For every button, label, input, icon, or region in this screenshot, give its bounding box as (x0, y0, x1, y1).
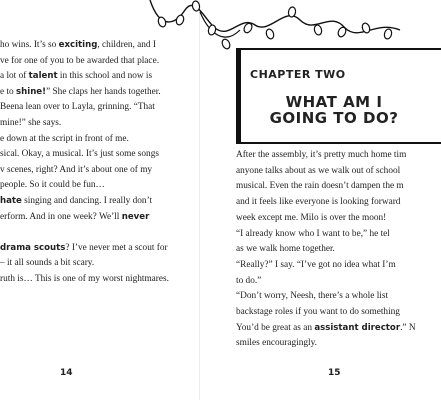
emphasis-text: hate (0, 196, 22, 206)
emphasis-text: exciting (58, 40, 98, 50)
left-page-number: 14 (60, 368, 73, 378)
text-line (0, 180, 105, 191)
text-segment: anyone talks about as we walk out of school (236, 165, 401, 176)
emphasis-text: never (121, 211, 150, 222)
text-segment: ho wins. It’s so (0, 40, 59, 50)
text-line (236, 260, 396, 271)
bulb-icon (383, 28, 392, 39)
text-line (0, 149, 159, 160)
text-line (236, 291, 388, 302)
text-line (236, 181, 404, 192)
emphasis-text: talent (28, 71, 58, 82)
emphasis-text: assistant director (314, 322, 401, 333)
text-segment: After the assembly, it’s pretty much home tim (236, 150, 407, 160)
chapter-label: CHAPTER TWO (250, 68, 346, 81)
text-segment: – it all sounds a bit scary. (0, 258, 95, 269)
text-segment: “Don’t worry, Neesh, there’s a whole list (236, 291, 389, 302)
bulb-icon (192, 0, 201, 11)
text-line (236, 166, 400, 177)
text-segment: sical. Okay, a musical. It’s just some songs (0, 149, 159, 160)
bulb-icon (175, 14, 185, 26)
text-segment: ? I’ve never met a scout for (65, 242, 168, 253)
text-line (0, 274, 169, 285)
text-line (236, 213, 386, 224)
text-segment: a lot of (0, 71, 29, 82)
text-line (0, 118, 61, 129)
bulb-icon (313, 24, 322, 35)
text-segment: and it feels like everyone is looking forward (236, 197, 401, 208)
text-segment: smiles encouragingly. (236, 338, 317, 349)
text-line (0, 134, 129, 145)
text-segment: ruth is… This is one of my worst nightmares. (0, 274, 169, 284)
text-segment: e down at the script in front of me. (0, 133, 129, 144)
left-page (0, 0, 200, 400)
text-line (236, 338, 317, 349)
bulb-icon (221, 38, 232, 50)
text-segment: “I already know who I want to be,” he tel (236, 228, 390, 239)
text-line (236, 276, 261, 287)
text-line (0, 71, 152, 82)
text-segment: ” She claps her hands together. (46, 86, 161, 97)
text-segment: week except me. Milo is over the moon! (236, 212, 387, 223)
text-segment: You’d be great as an (236, 322, 315, 333)
text-segment: ve for one of you to be awarded that place. (0, 55, 160, 66)
chapter-title: WHAT AM I GOING TO DO? (269, 93, 399, 127)
text-segment: .” N (400, 322, 416, 333)
text-segment: , children, and I (97, 40, 156, 50)
text-segment: musical. Even the rain doesn’t dampen the m (236, 181, 404, 192)
text-line (0, 196, 152, 207)
text-line (236, 244, 335, 255)
text-line (0, 243, 168, 254)
text-line (0, 212, 149, 223)
text-line (0, 165, 152, 176)
bulb-icon (157, 16, 167, 28)
bulb-icon (265, 28, 275, 40)
text-segment: Beena lean over to Layla, grinning. “That (0, 102, 155, 113)
right-page-number: 15 (328, 368, 341, 378)
text-line (236, 197, 400, 208)
text-segment: as we walk home together. (236, 244, 335, 255)
text-line (236, 229, 390, 240)
text-segment: backstage roles if you want to do something (236, 307, 400, 317)
text-segment: v scenes, right? And it’s about one of my (0, 164, 153, 175)
text-segment: in this school and now is (57, 71, 153, 82)
emphasis-text: drama scouts (0, 242, 66, 253)
text-segment: mine!” she says. (0, 118, 62, 128)
text-segment: “Really?” I say. “I’ve got no idea what I’m (236, 259, 396, 270)
text-line (236, 150, 406, 161)
text-segment: people. So it could be fun… (0, 180, 105, 191)
text-segment: erform. And in one week? We’ll (0, 211, 122, 222)
text-line (236, 323, 416, 334)
emphasis-text: shine! (16, 86, 47, 97)
text-segment: e to (0, 86, 17, 97)
text-segment: singing and dancing. I really don’t (21, 196, 153, 206)
text-segment: to do.” (236, 275, 262, 286)
text-line (0, 258, 94, 269)
text-line (0, 87, 161, 98)
light-string-loop (200, 12, 240, 37)
text-line (0, 102, 155, 113)
text-line (236, 307, 400, 318)
